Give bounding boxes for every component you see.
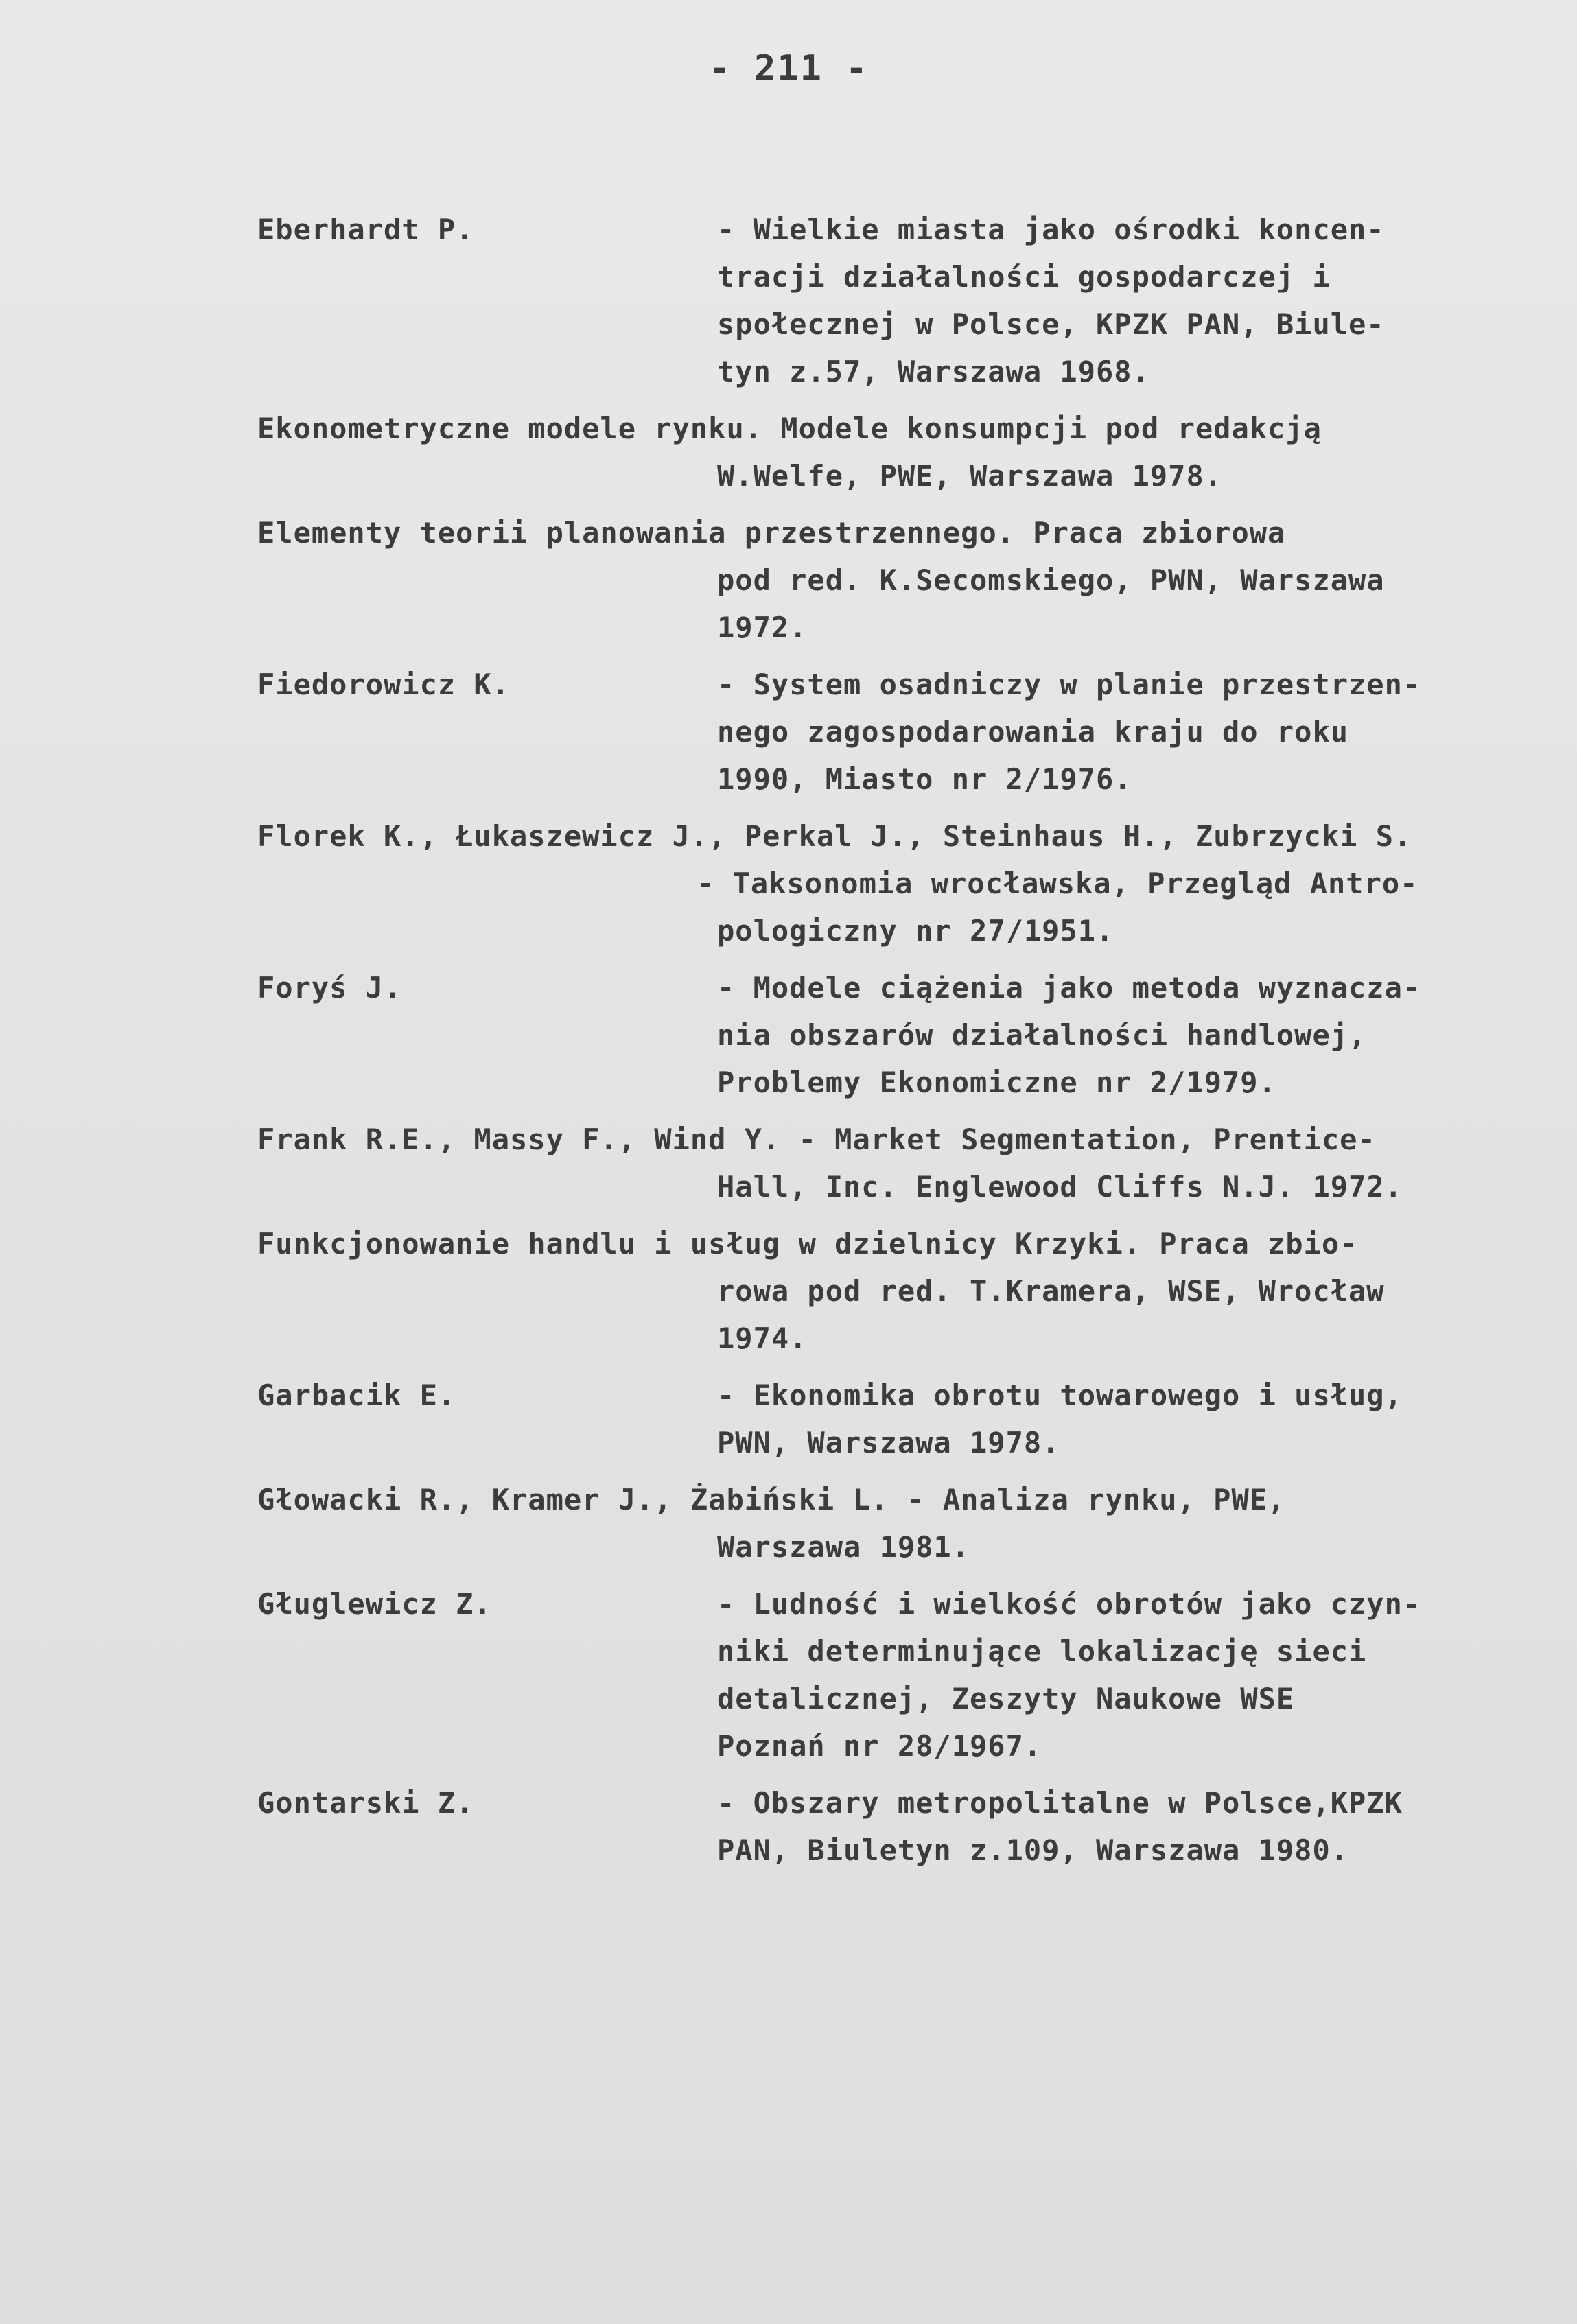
bibliography-list (257, 206, 1554, 1883)
bibliography-entry (257, 812, 1554, 954)
entry-line: - Ekonomika obrotu towarowego i usług, (717, 1378, 1403, 1412)
bibliography-entry (257, 964, 1554, 1106)
bibliography-entry (257, 1372, 1554, 1466)
entry-line: PAN, Biuletyn z.109, Warszawa 1980. (717, 1833, 1349, 1867)
entry-line: pod red. K.Secomskiego, PWN, Warszawa (717, 563, 1385, 597)
entry-line: niki determinujące lokalizację sieci (717, 1634, 1367, 1668)
bibliography-entry (257, 661, 1554, 803)
entry-first-line: Funkcjonowanie handlu i usług w dzielnicy Krzyki. Praca zbio- (257, 1227, 1358, 1260)
entry-line: pologiczny nr 27/1951. (717, 914, 1114, 948)
bibliography-entry (257, 1116, 1554, 1210)
entry-first-line: Frank R.E., Massy F., Wind Y. - Market Segmentation, Prentice- (257, 1123, 1376, 1156)
bibliography-entry (257, 509, 1554, 651)
entry-line: tyn z.57, Warszawa 1968. (717, 355, 1150, 388)
entry-line: - System osadniczy w planie przestrzen- (717, 668, 1421, 701)
bibliography-entry (257, 206, 1554, 395)
entry-line: tracji działalności gospodarczej i (717, 260, 1331, 294)
entry-line: rowa pod red. T.Kramera, WSE, Wrocław (717, 1274, 1385, 1308)
entry-line: społecznej w Polsce, KPZK PAN, Biule- (717, 307, 1385, 341)
entry-line: nego zagospodarowania kraju do roku (717, 715, 1349, 749)
bibliography-entry (257, 1779, 1554, 1874)
entry-line: W.Welfe, PWE, Warszawa 1978. (717, 459, 1223, 493)
entry-first-line: Ekonometryczne modele rynku. Modele konsumpcji pod redakcją (257, 412, 1322, 445)
entry-line: 1972. (717, 611, 808, 644)
bibliography-entry (257, 1476, 1554, 1571)
entry-author: Foryś J. (257, 971, 402, 1005)
entry-author: Fiedorowicz K. (257, 668, 511, 701)
entry-line: PWN, Warszawa 1978. (717, 1426, 1060, 1459)
entry-line: 1974. (717, 1322, 808, 1355)
entry-line: Poznań nr 28/1967. (717, 1729, 1042, 1763)
entry-line: Problemy Ekonomiczne nr 2/1979. (717, 1066, 1276, 1099)
bibliography-entry (257, 1580, 1554, 1770)
entry-author: Gługlewicz Z. (257, 1587, 492, 1621)
entry-line: - Modele ciążenia jako metoda wyznacza- (717, 971, 1421, 1005)
entry-line: Warszawa 1981. (717, 1530, 970, 1564)
entry-line: 1990, Miasto nr 2/1976. (717, 762, 1132, 796)
entry-author: Gontarski Z. (257, 1786, 474, 1820)
entry-first-line: Głowacki R., Kramer J., Żabiński L. - Analiza rynku, PWE, (257, 1483, 1286, 1516)
entry-line: - Taksonomia wrocławska, Przegląd Antro- (697, 867, 1418, 900)
entry-line: - Ludność i wielkość obrotów jako czyn- (717, 1587, 1421, 1621)
entry-line: nia obszarów działalności handlowej, (717, 1018, 1367, 1052)
entry-line: - Obszary metropolitalne w Polsce,KPZK (717, 1786, 1403, 1820)
bibliography-entry (257, 405, 1554, 500)
entry-line: Hall, Inc. Englewood Cliffs N.J. 1972. (717, 1170, 1403, 1204)
entry-author: Garbacik E. (257, 1378, 456, 1412)
page-number: - 211 - (708, 48, 869, 89)
entry-first-line: Florek K., Łukaszewicz J., Perkal J., Steinhaus H., Zubrzycki S. (257, 819, 1412, 853)
entry-first-line: Elementy teorii planowania przestrzennego. Praca zbiorowa (257, 516, 1286, 550)
entry-line: - Wielkie miasta jako ośrodki koncen- (717, 213, 1385, 246)
entry-line: detalicznej, Zeszyty Naukowe WSE (717, 1682, 1295, 1715)
entry-author: Eberhardt P. (257, 213, 474, 246)
bibliography-entry (257, 1220, 1554, 1362)
